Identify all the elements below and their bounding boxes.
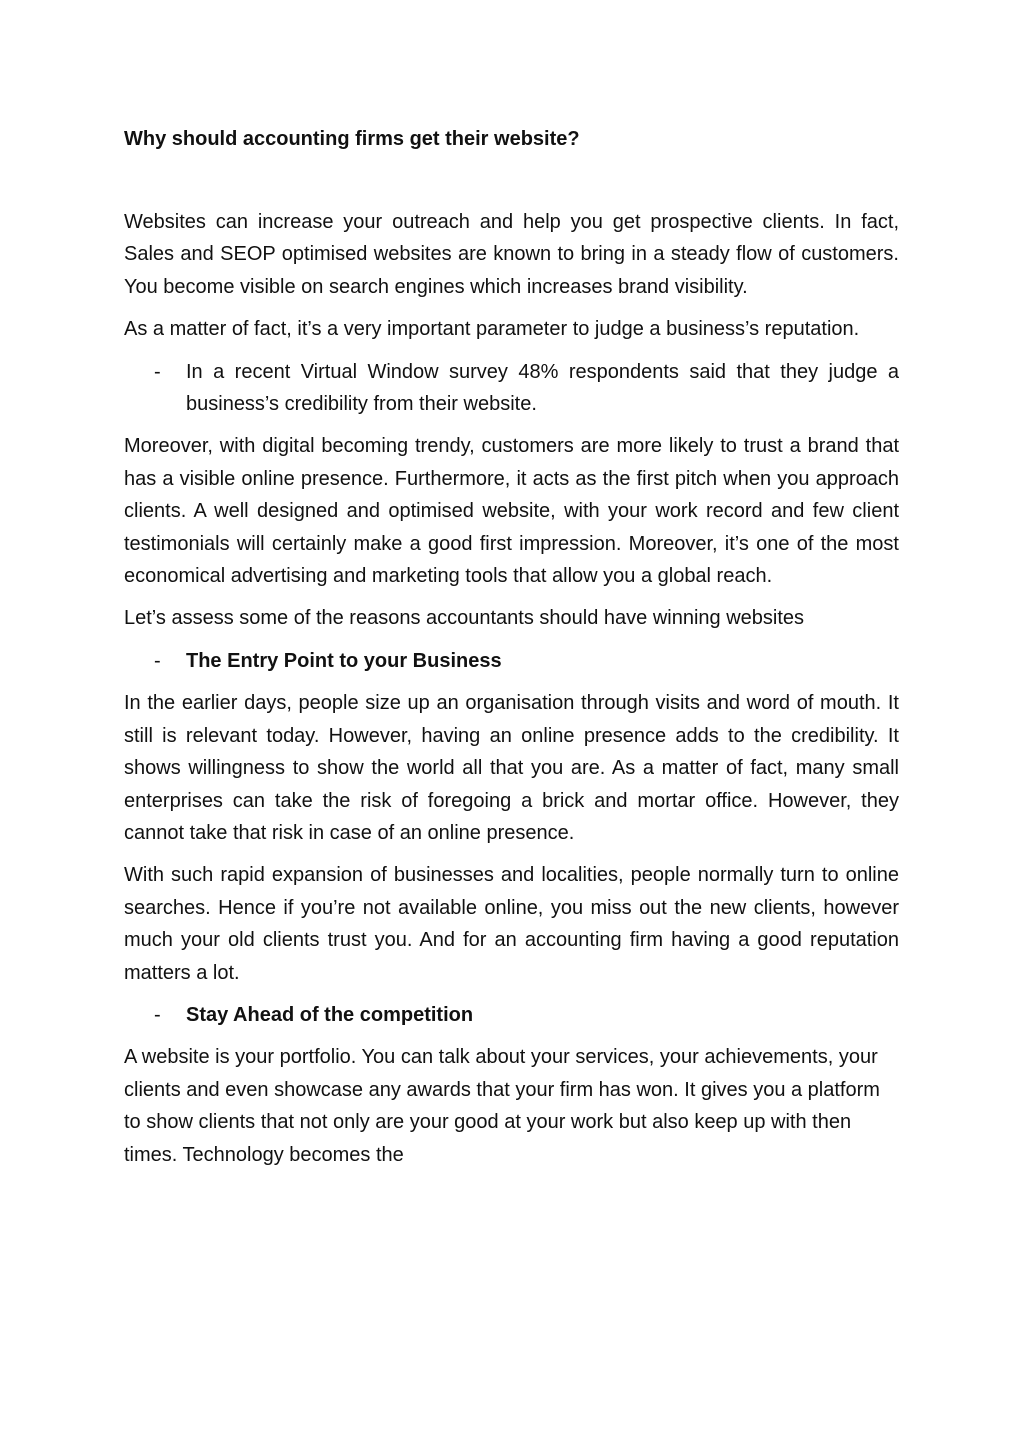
section-heading-entry-point xyxy=(124,645,899,677)
paragraph-intro: Websites can increase your outreach and help you get prospective clients. In fact, Sales and SEOP optimised websites are known to bring in a steady flow of customers. You become visible on search engines which increases brand visibility. xyxy=(124,211,899,298)
section-heading-text: Stay Ahead of the competition xyxy=(186,1003,474,1026)
paragraph-trust: Moreover, with digital becoming trendy, customers are more likely to trust a brand that has a visible online presence. Furthermore, it acts as the first pitch when you approach clients. A well designed and optimised website, with your work record and few client testimonials will certainly make a good first impression. Moreover, it’s one of the most economical advertising and marketing tools that allow you a global reach. xyxy=(124,435,899,588)
bullet-survey xyxy=(124,356,899,421)
paragraph-reputation: As a matter of fact, it’s a very important parameter to judge a business’s reputation. xyxy=(124,318,860,341)
paragraph-expansion: With such rapid expansion of businesses and localities, people normally turn to online searches. Hence if you’re not available online, you miss out the new clients, however much your old clients trust you. And for an accounting firm having a good reputation matters a lot. xyxy=(124,864,899,984)
bullet-dash: - xyxy=(154,649,161,672)
bullet-survey-text: In a recent Virtual Window survey 48% respondents said that they judge a business’s credibility from their website. xyxy=(186,360,899,416)
document-page xyxy=(124,120,899,1171)
spacer xyxy=(124,158,899,206)
paragraph-earlier-days: In the earlier days, people size up an organisation through visits and word of mouth. It still is relevant today. However, having an online presence adds to the credibility. It shows willingness to show the world all that you are. As a matter of fact, many small enterprises can take the risk of foregoing a brick and mortar office. However, they cannot take that risk in case of an online presence. xyxy=(124,692,899,844)
paragraph-reasons: Let’s assess some of the reasons accountants should have winning websites xyxy=(124,607,805,630)
document-title: Why should accounting firms get their website? xyxy=(124,128,580,150)
bullet-dash: - xyxy=(154,1003,161,1026)
bullet-dash: - xyxy=(154,360,161,383)
section-heading-competition xyxy=(124,999,899,1031)
paragraph-portfolio: A website is your portfolio. You can talk about your services, your achievements, your clients and even showcase any awards that your firm has won. It gives you a platform to show clients that not only are your good at your work but also keep up with then times. Technology becomes the xyxy=(124,1046,880,1166)
section-heading-text: The Entry Point to your Business xyxy=(186,649,502,672)
